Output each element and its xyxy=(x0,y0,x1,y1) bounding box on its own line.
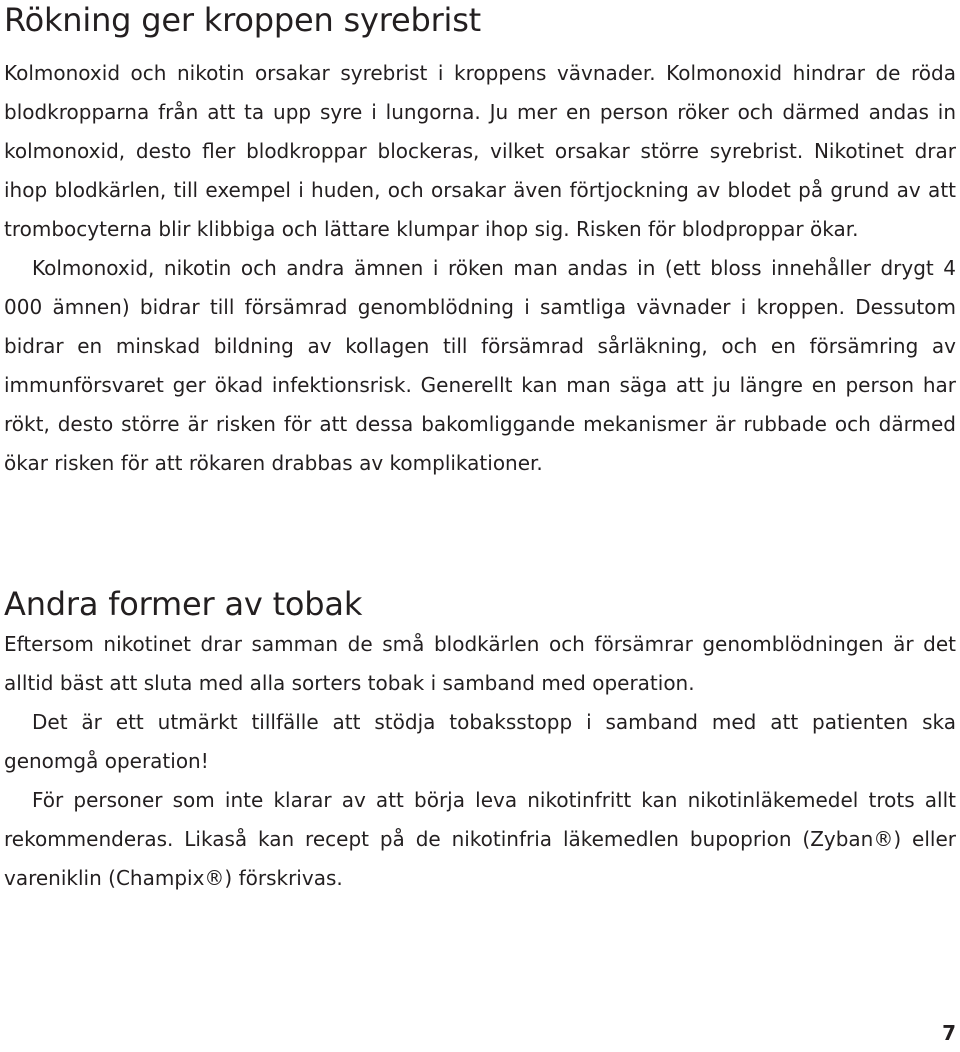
paragraph: För personer som inte klarar av att börja leva nikotinfritt kan nikotinläkemedel trots allt rekommenderas. Likaså kan recept på de nikotinfria läkemedlen bupoprion (Zyban®) eller vareniklin (Champix®) förskrivas. xyxy=(4,788,956,890)
page-number: 7 xyxy=(942,1021,956,1045)
paragraph: Eftersom nikotinet drar samman de små blodkärlen och försämrar genomblödningen är det alltid bäst att sluta med alla sorters tobak i samband med operation. xyxy=(4,632,956,695)
section-heading-other-tobacco: Andra former av tobak xyxy=(4,585,363,623)
section-body-smoking-oxygen xyxy=(4,54,956,483)
paragraph: Kolmonoxid och nikotin orsakar syrebrist i kroppens vävnader. Kolmonoxid hindrar de röda blodkropparna från att ta upp syre i lungorna. Ju mer en person röker och därmed andas in kolmonoxid, desto fler blodkroppar blockeras, vilket orsakar större syrebrist. Nikotinet drar ihop blodkärlen, till exempel i huden, och orsakar även förtjockning av blodet på grund av att trombocyterna blir klibbiga och lättare klumpar ihop sig. Risken för blodproppar ökar. xyxy=(4,61,956,241)
section-body-other-tobacco xyxy=(4,625,956,898)
section-heading-smoking-oxygen: Rökning ger kroppen syrebrist xyxy=(4,1,482,39)
paragraph: Det är ett utmärkt tillfälle att stödja tobaksstopp i samband med att patienten ska genomgå operation! xyxy=(4,710,956,773)
paragraph: Kolmonoxid, nikotin och andra ämnen i röken man andas in (ett bloss innehåller drygt 4 000 ämnen) bidrar till försämrad genomblödning i samtliga vävnader i kroppen. Dessutom bidrar en minskad bildning av kollagen till försämrad sårläkning, och en försämring av immunförsvaret ger ökad infektionsrisk. Generellt kan man säga att ju längre en person har rökt, desto större är risken för att dessa bakomliggande mekanismer är rubbade och därmed ökar risken för att rökaren drabbas av komplikationer. xyxy=(4,256,956,475)
